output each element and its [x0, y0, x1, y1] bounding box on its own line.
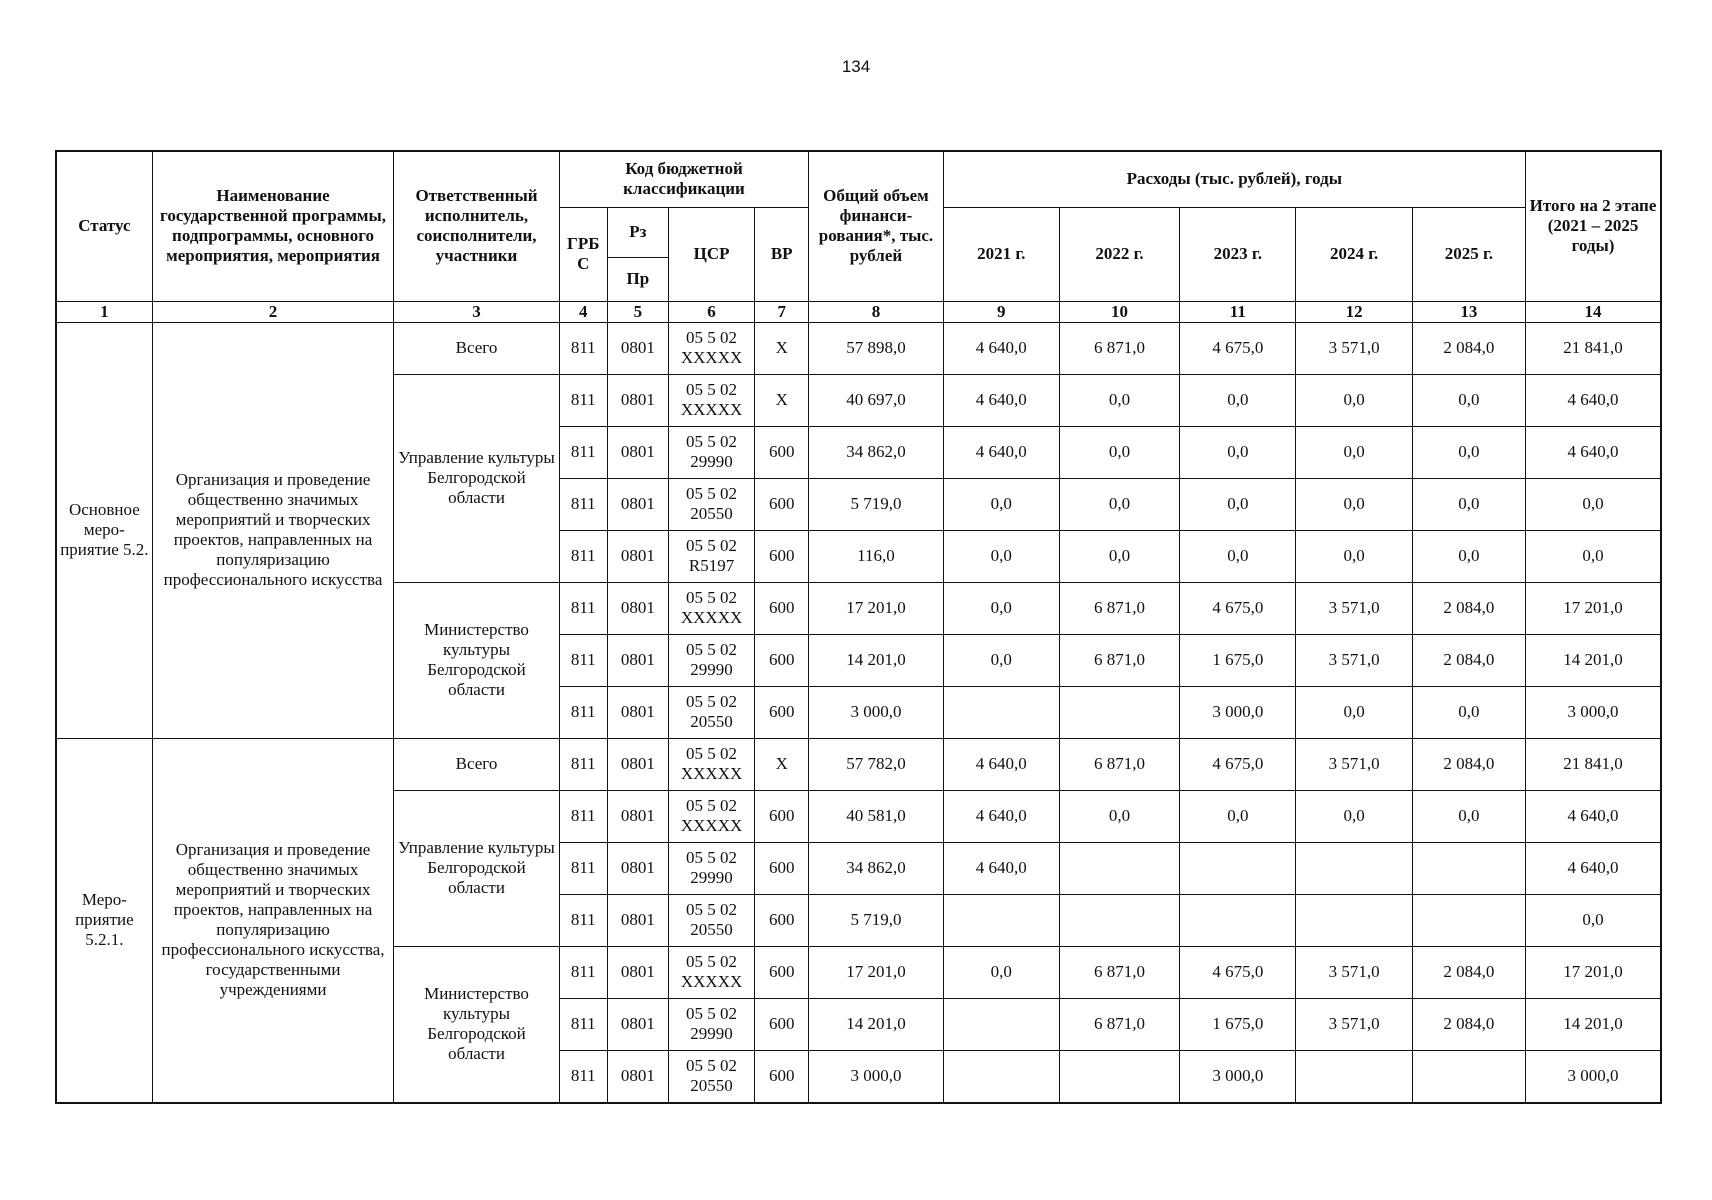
year-value-cell: 2 084,0 [1412, 582, 1525, 634]
column-number: 3 [394, 301, 559, 322]
year-value-cell [1412, 894, 1525, 946]
csr-cell [668, 582, 754, 634]
rzpr-cell: 0801 [607, 998, 668, 1050]
vr-cell: X [755, 322, 809, 374]
total-cell: 5 719,0 [809, 478, 943, 530]
itogo-cell: 14 201,0 [1526, 998, 1661, 1050]
rzpr-cell: 0801 [607, 530, 668, 582]
rzpr-cell: 0801 [607, 790, 668, 842]
year-value-cell: 4 675,0 [1180, 738, 1296, 790]
year-value-cell: 0,0 [1412, 426, 1525, 478]
vr-cell: 600 [755, 998, 809, 1050]
grbs-cell: 811 [559, 426, 607, 478]
csr-direction-code: 29990 [690, 868, 733, 887]
rzpr-cell: 0801 [607, 894, 668, 946]
year-value-cell: 2 084,0 [1412, 634, 1525, 686]
year-value-cell [1180, 894, 1296, 946]
header-year-2021: 2021 г. [943, 207, 1059, 301]
itogo-cell: 0,0 [1526, 530, 1661, 582]
rzpr-cell: 0801 [607, 1050, 668, 1103]
year-value-cell: 0,0 [1180, 426, 1296, 478]
year-value-cell [943, 686, 1059, 738]
csr-direction-code: XXXXX [680, 972, 743, 991]
rzpr-cell: 0801 [607, 374, 668, 426]
csr-program-code: 05 5 02 [686, 380, 738, 399]
vr-cell: 600 [755, 478, 809, 530]
csr-program-code: 05 5 02 [686, 900, 738, 919]
itogo-cell: 4 640,0 [1526, 790, 1661, 842]
grbs-cell: 811 [559, 478, 607, 530]
itogo-cell: 3 000,0 [1526, 686, 1661, 738]
year-value-cell: 1 675,0 [1180, 998, 1296, 1050]
csr-direction-code: 29990 [690, 1024, 733, 1043]
csr-direction-code: 20550 [690, 920, 733, 939]
year-value-cell: 4 640,0 [943, 738, 1059, 790]
year-value-cell: 4 640,0 [943, 842, 1059, 894]
grbs-cell: 811 [559, 894, 607, 946]
year-value-cell [1296, 894, 1412, 946]
header-vr: ВР [755, 207, 809, 301]
csr-cell [668, 686, 754, 738]
grbs-cell: 811 [559, 374, 607, 426]
year-value-cell: 0,0 [943, 582, 1059, 634]
column-number-row [56, 301, 1661, 322]
year-value-cell: 0,0 [1412, 530, 1525, 582]
year-value-cell: 0,0 [1059, 530, 1179, 582]
year-value-cell [1059, 842, 1179, 894]
year-value-cell: 0,0 [1180, 374, 1296, 426]
executor-cell: Министерство культуры Белгородской области [394, 582, 559, 738]
csr-cell [668, 946, 754, 998]
year-value-cell: 0,0 [943, 634, 1059, 686]
csr-direction-code: R5197 [688, 556, 735, 575]
header-rz: Рз [607, 207, 668, 257]
year-value-cell: 0,0 [1180, 530, 1296, 582]
year-value-cell: 6 871,0 [1059, 322, 1179, 374]
year-value-cell: 2 084,0 [1412, 998, 1525, 1050]
rzpr-cell: 0801 [607, 478, 668, 530]
table-row [56, 322, 1661, 374]
year-value-cell [1296, 842, 1412, 894]
vr-cell: 600 [755, 790, 809, 842]
total-cell: 57 898,0 [809, 322, 943, 374]
year-value-cell: 0,0 [1412, 686, 1525, 738]
year-value-cell: 3 571,0 [1296, 634, 1412, 686]
itogo-cell: 0,0 [1526, 478, 1661, 530]
total-cell: 5 719,0 [809, 894, 943, 946]
total-cell: 34 862,0 [809, 842, 943, 894]
grbs-cell: 811 [559, 582, 607, 634]
csr-direction-code: XXXXX [680, 400, 743, 419]
csr-program-code: 05 5 02 [686, 692, 738, 711]
year-value-cell: 1 675,0 [1180, 634, 1296, 686]
column-number: 2 [152, 301, 394, 322]
year-value-cell: 0,0 [1296, 530, 1412, 582]
itogo-cell: 0,0 [1526, 894, 1661, 946]
year-value-cell [1412, 842, 1525, 894]
year-value-cell: 4 675,0 [1180, 322, 1296, 374]
year-value-cell: 0,0 [1059, 790, 1179, 842]
column-number: 12 [1296, 301, 1412, 322]
vr-cell: 600 [755, 946, 809, 998]
vr-cell: 600 [755, 530, 809, 582]
rzpr-cell: 0801 [607, 842, 668, 894]
vr-cell: X [755, 374, 809, 426]
year-value-cell [943, 1050, 1059, 1103]
csr-cell [668, 790, 754, 842]
csr-cell [668, 374, 754, 426]
year-value-cell [1180, 842, 1296, 894]
header-itogo: Итого на 2 этапе (2021 – 2025 годы) [1526, 151, 1661, 301]
rzpr-cell: 0801 [607, 946, 668, 998]
year-value-cell: 0,0 [1180, 790, 1296, 842]
csr-direction-code: 29990 [690, 452, 733, 471]
csr-direction-code: XXXXX [680, 816, 743, 835]
year-value-cell: 4 640,0 [943, 374, 1059, 426]
csr-program-code: 05 5 02 [686, 536, 738, 555]
year-value-cell: 3 571,0 [1296, 322, 1412, 374]
year-value-cell [1059, 1050, 1179, 1103]
header-year-2024: 2024 г. [1296, 207, 1412, 301]
year-value-cell [943, 894, 1059, 946]
total-cell: 17 201,0 [809, 946, 943, 998]
total-cell: 3 000,0 [809, 1050, 943, 1103]
grbs-cell: 811 [559, 842, 607, 894]
budget-table [55, 150, 1662, 1104]
table-body [56, 322, 1661, 1103]
header-total: Общий объем финанси- рования*, тыс. рублей [809, 151, 943, 301]
table-header [56, 151, 1661, 322]
vr-cell: 600 [755, 686, 809, 738]
year-value-cell: 6 871,0 [1059, 946, 1179, 998]
rzpr-cell: 0801 [607, 322, 668, 374]
csr-program-code: 05 5 02 [686, 1056, 738, 1075]
vr-cell: 600 [755, 894, 809, 946]
csr-program-code: 05 5 02 [686, 432, 738, 451]
header-budget-code: Код бюджетной классификации [559, 151, 809, 207]
year-value-cell: 0,0 [1412, 478, 1525, 530]
year-value-cell: 0,0 [1296, 426, 1412, 478]
grbs-cell: 811 [559, 634, 607, 686]
header-name: Наименование государственной программы, подпрограммы, основного мероприятия, мероприятия [152, 151, 394, 301]
year-value-cell: 4 640,0 [943, 790, 1059, 842]
year-value-cell: 0,0 [943, 530, 1059, 582]
year-value-cell: 0,0 [1296, 686, 1412, 738]
total-cell: 34 862,0 [809, 426, 943, 478]
grbs-cell: 811 [559, 790, 607, 842]
rzpr-cell: 0801 [607, 582, 668, 634]
year-value-cell: 3 000,0 [1180, 1050, 1296, 1103]
header-year-2022: 2022 г. [1059, 207, 1179, 301]
grbs-cell: 811 [559, 738, 607, 790]
column-number: 4 [559, 301, 607, 322]
header-expenses: Расходы (тыс. рублей), годы [943, 151, 1525, 207]
column-number: 6 [668, 301, 754, 322]
year-value-cell: 0,0 [1296, 790, 1412, 842]
vr-cell: 600 [755, 634, 809, 686]
vr-cell: 600 [755, 582, 809, 634]
year-value-cell: 3 571,0 [1296, 738, 1412, 790]
csr-direction-code: XXXXX [680, 348, 743, 367]
csr-direction-code: 20550 [690, 1076, 733, 1095]
year-value-cell: 3 571,0 [1296, 998, 1412, 1050]
executor-cell: Всего [394, 322, 559, 374]
csr-program-code: 05 5 02 [686, 744, 738, 763]
csr-direction-code: 20550 [690, 712, 733, 731]
year-value-cell: 0,0 [1296, 478, 1412, 530]
header-csr: ЦСР [668, 207, 754, 301]
vr-cell: 600 [755, 426, 809, 478]
itogo-cell: 4 640,0 [1526, 426, 1661, 478]
rzpr-cell: 0801 [607, 634, 668, 686]
year-value-cell: 6 871,0 [1059, 634, 1179, 686]
year-value-cell: 0,0 [1059, 478, 1179, 530]
total-cell: 40 581,0 [809, 790, 943, 842]
year-value-cell: 3 571,0 [1296, 946, 1412, 998]
csr-direction-code: 20550 [690, 504, 733, 523]
column-number: 8 [809, 301, 943, 322]
itogo-cell: 17 201,0 [1526, 946, 1661, 998]
csr-program-code: 05 5 02 [686, 640, 738, 659]
itogo-cell: 21 841,0 [1526, 322, 1661, 374]
csr-program-code: 05 5 02 [686, 1004, 738, 1023]
year-value-cell: 0,0 [1412, 790, 1525, 842]
total-cell: 40 697,0 [809, 374, 943, 426]
rzpr-cell: 0801 [607, 426, 668, 478]
total-cell: 116,0 [809, 530, 943, 582]
year-value-cell: 4 675,0 [1180, 582, 1296, 634]
csr-cell [668, 842, 754, 894]
vr-cell: X [755, 738, 809, 790]
rzpr-cell: 0801 [607, 738, 668, 790]
rzpr-cell: 0801 [607, 686, 668, 738]
csr-cell [668, 478, 754, 530]
grbs-cell: 811 [559, 686, 607, 738]
name-cell: Организация и проведение общественно значимых мероприятий и творческих проектов, направленных на популяризацию профессионального искусства [152, 322, 394, 738]
year-value-cell: 0,0 [1180, 478, 1296, 530]
executor-cell: Управление культуры Белгородской области [394, 790, 559, 946]
executor-cell: Управление культуры Белгородской области [394, 374, 559, 582]
year-value-cell [1059, 894, 1179, 946]
csr-direction-code: XXXXX [680, 764, 743, 783]
year-value-cell: 0,0 [1059, 374, 1179, 426]
csr-direction-code: 29990 [690, 660, 733, 679]
year-value-cell: 4 640,0 [943, 426, 1059, 478]
column-number: 1 [56, 301, 152, 322]
year-value-cell: 0,0 [943, 946, 1059, 998]
csr-cell [668, 1050, 754, 1103]
year-value-cell: 0,0 [943, 478, 1059, 530]
itogo-cell: 21 841,0 [1526, 738, 1661, 790]
csr-program-code: 05 5 02 [686, 588, 738, 607]
csr-cell [668, 322, 754, 374]
csr-cell [668, 998, 754, 1050]
csr-program-code: 05 5 02 [686, 848, 738, 867]
csr-program-code: 05 5 02 [686, 328, 738, 347]
itogo-cell: 17 201,0 [1526, 582, 1661, 634]
status-cell: Основное меро- приятие 5.2. [56, 322, 152, 738]
year-value-cell: 0,0 [1059, 426, 1179, 478]
itogo-cell: 4 640,0 [1526, 374, 1661, 426]
total-cell: 17 201,0 [809, 582, 943, 634]
status-cell: Меро- приятие 5.2.1. [56, 738, 152, 1103]
year-value-cell: 6 871,0 [1059, 738, 1179, 790]
csr-cell [668, 530, 754, 582]
grbs-cell: 811 [559, 322, 607, 374]
csr-program-code: 05 5 02 [686, 796, 738, 815]
executor-cell: Всего [394, 738, 559, 790]
year-value-cell: 6 871,0 [1059, 998, 1179, 1050]
year-value-cell [1412, 1050, 1525, 1103]
column-number: 10 [1059, 301, 1179, 322]
page-number: 134 [841, 57, 871, 76]
year-value-cell: 2 084,0 [1412, 322, 1525, 374]
header-responsible: Ответственный исполнитель, соисполнители, участники [394, 151, 559, 301]
grbs-cell: 811 [559, 1050, 607, 1103]
vr-cell: 600 [755, 842, 809, 894]
year-value-cell: 3 571,0 [1296, 582, 1412, 634]
total-cell: 14 201,0 [809, 634, 943, 686]
csr-cell [668, 894, 754, 946]
column-number: 13 [1412, 301, 1525, 322]
header-pr: Пр [607, 257, 668, 301]
column-number: 5 [607, 301, 668, 322]
column-number: 9 [943, 301, 1059, 322]
column-number: 7 [755, 301, 809, 322]
year-value-cell: 2 084,0 [1412, 738, 1525, 790]
year-value-cell [943, 998, 1059, 1050]
grbs-cell: 811 [559, 530, 607, 582]
csr-cell [668, 738, 754, 790]
header-year-2025: 2025 г. [1412, 207, 1525, 301]
total-cell: 57 782,0 [809, 738, 943, 790]
name-cell: Организация и проведение общественно значимых мероприятий и творческих проектов, направленных на популяризацию профессионального искусства, государственными учреждениями [152, 738, 394, 1103]
csr-program-code: 05 5 02 [686, 484, 738, 503]
year-value-cell: 0,0 [1296, 374, 1412, 426]
total-cell: 14 201,0 [809, 998, 943, 1050]
column-number: 14 [1526, 301, 1661, 322]
grbs-cell: 811 [559, 946, 607, 998]
csr-direction-code: XXXXX [680, 608, 743, 627]
header-year-2023: 2023 г. [1180, 207, 1296, 301]
grbs-cell: 811 [559, 998, 607, 1050]
year-value-cell: 0,0 [1412, 374, 1525, 426]
year-value-cell: 3 000,0 [1180, 686, 1296, 738]
vr-cell: 600 [755, 1050, 809, 1103]
year-value-cell [1296, 1050, 1412, 1103]
year-value-cell: 4 675,0 [1180, 946, 1296, 998]
itogo-cell: 14 201,0 [1526, 634, 1661, 686]
year-value-cell [1059, 686, 1179, 738]
year-value-cell: 2 084,0 [1412, 946, 1525, 998]
csr-cell [668, 634, 754, 686]
column-number: 11 [1180, 301, 1296, 322]
csr-program-code: 05 5 02 [686, 952, 738, 971]
executor-cell: Министерство культуры Белгородской области [394, 946, 559, 1103]
csr-cell [668, 426, 754, 478]
table-row [56, 738, 1661, 790]
year-value-cell: 4 640,0 [943, 322, 1059, 374]
itogo-cell: 3 000,0 [1526, 1050, 1661, 1103]
total-cell: 3 000,0 [809, 686, 943, 738]
header-grbs: ГРБ С [559, 207, 607, 301]
itogo-cell: 4 640,0 [1526, 842, 1661, 894]
header-status: Статус [56, 151, 152, 301]
year-value-cell: 6 871,0 [1059, 582, 1179, 634]
